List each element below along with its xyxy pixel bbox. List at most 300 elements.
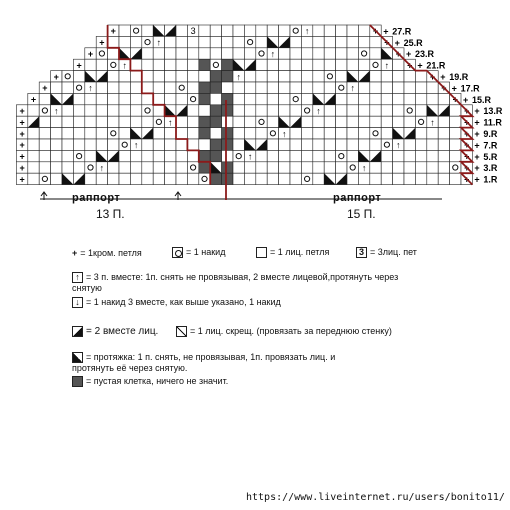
chart-cell [256, 116, 267, 127]
chart-cell [96, 128, 107, 139]
chart-cell [153, 93, 164, 104]
chart-cell [187, 48, 198, 59]
chart-cell [165, 173, 176, 184]
chart-cell [381, 105, 392, 116]
chart-cell [324, 71, 335, 82]
chart-cell [176, 59, 187, 70]
chart-cell [199, 162, 210, 173]
chart-cell [336, 36, 347, 47]
three-together-mark: ↑ [54, 106, 59, 116]
edge-stitch-mark: + [53, 71, 59, 82]
three-together-mark: ↑ [88, 83, 93, 94]
chart-cell [51, 139, 62, 150]
chart-cell [336, 162, 347, 173]
chart-cell [313, 82, 324, 93]
chart-cell [142, 25, 153, 36]
chart-cell [153, 105, 164, 116]
edge-stitch-mark: + [429, 71, 436, 82]
chart-cell [279, 59, 290, 70]
chart-cell [336, 105, 347, 116]
chart-cell [233, 173, 244, 184]
chart-cell [62, 105, 73, 116]
chart-cell [119, 150, 130, 161]
chart-cell [62, 82, 73, 93]
three-together-mark: ↑ [168, 117, 173, 128]
row-edge-mark: + [383, 26, 389, 37]
chart-cell [130, 25, 141, 36]
chart-cell [199, 173, 210, 184]
legend-knit-text: = 1 лиц. петля [270, 247, 330, 257]
chart-cell [108, 59, 119, 70]
chart-cell [393, 93, 404, 104]
row-label: 7.R [483, 140, 498, 151]
chart-cell [176, 128, 187, 139]
chart-cell [290, 150, 301, 161]
chart-cell [404, 105, 415, 116]
chart-cell [51, 162, 62, 173]
chart-cell [438, 139, 449, 150]
chart-cell [62, 162, 73, 173]
edge-stitch-mark: + [384, 37, 390, 48]
legend-down [72, 297, 402, 308]
chart-cell [279, 48, 290, 59]
row-label: 21.R [426, 60, 446, 71]
chart-cell [336, 25, 347, 36]
chart-cell [210, 105, 221, 116]
chart-cell [290, 59, 301, 70]
chart-cell [381, 128, 392, 139]
chart-cell [119, 105, 130, 116]
chart-cell [222, 25, 233, 36]
row-label: 15.R [472, 94, 492, 105]
chart-cell [142, 139, 153, 150]
chart-cell [450, 162, 461, 173]
row-label: 25.R [403, 37, 423, 48]
chart-cell [233, 116, 244, 127]
legend-down-text: = 1 накид 3 вместе, как выше указано, 1 накид [86, 297, 281, 307]
row-edge-mark: + [394, 37, 400, 48]
chart-cell [153, 162, 164, 173]
chart-cell [142, 59, 153, 70]
chart-cell [51, 128, 62, 139]
chart-cell [279, 93, 290, 104]
chart-cell [370, 82, 381, 93]
chart-cell [199, 59, 210, 70]
chart-cell [62, 71, 73, 82]
three-together-mark: ↑ [304, 26, 310, 37]
chart-cell [415, 150, 426, 161]
chart-cell [324, 82, 335, 93]
chart-cell [415, 173, 426, 184]
chart-cell [108, 105, 119, 116]
knitting-chart [0, 0, 510, 200]
chart-cell [256, 173, 267, 184]
chart-cell [301, 105, 312, 116]
chart-cell [381, 116, 392, 127]
chart-cell [427, 93, 438, 104]
chart-cell [210, 36, 221, 47]
chart-cell [381, 139, 392, 150]
chart-cell [176, 36, 187, 47]
three-together-mark: ↑ [350, 83, 355, 94]
chart-cell [96, 48, 107, 59]
chart-cell [438, 173, 449, 184]
chart-cell [393, 82, 404, 93]
row-edge-mark: + [474, 151, 480, 162]
chart-cell [142, 36, 153, 47]
row-edge-mark: + [440, 72, 446, 82]
chart-cell [438, 93, 449, 104]
edge-stitch-mark: + [372, 26, 379, 37]
chart-cell [256, 25, 267, 36]
chart-cell [85, 128, 96, 139]
chart-cell [347, 162, 358, 173]
chart-cell [96, 93, 107, 104]
chart-cell [313, 25, 324, 36]
chart-cell [301, 82, 312, 93]
chart-cell [222, 105, 233, 116]
chart-cell [142, 82, 153, 93]
chart-cell [438, 150, 449, 161]
chart-cell [165, 82, 176, 93]
row-label: 11.R [483, 117, 502, 128]
edge-stitch-mark: + [395, 49, 401, 59]
chart-cell [404, 116, 415, 127]
chart-cell [244, 116, 255, 127]
chart-cell [85, 105, 96, 116]
chart-cell [199, 48, 210, 59]
chart-cell [267, 173, 278, 184]
chart-cell [427, 128, 438, 139]
chart-cell [267, 150, 278, 161]
legend-k2tog [72, 326, 158, 337]
chart-cell [153, 128, 164, 139]
chart-cell [210, 150, 221, 161]
chart-cell [279, 105, 290, 116]
chart-cell [347, 116, 358, 127]
chart-cell [73, 150, 84, 161]
chart-cell [290, 173, 301, 184]
three-together-mark: ↑ [316, 106, 321, 116]
chart-cell [279, 150, 290, 161]
chart-cell [427, 139, 438, 150]
chart-cell [450, 150, 461, 161]
chart-cell [393, 116, 404, 127]
chart-cell [119, 139, 130, 150]
chart-cell [324, 150, 335, 161]
chart-cell [199, 36, 210, 47]
three-together-mark: ↑ [156, 37, 162, 48]
chart-cell [336, 128, 347, 139]
chart-cell [336, 116, 347, 127]
legend-k2tog-text: = 2 вместе лиц. [86, 326, 159, 338]
chart-cell [187, 82, 198, 93]
chart-cell [313, 116, 324, 127]
chart-cell [290, 48, 301, 59]
chart-cell [130, 36, 141, 47]
chart-cell [73, 116, 84, 127]
chart-cell [336, 48, 347, 59]
three-together-mark: ↑ [361, 163, 367, 173]
chart-cell [108, 93, 119, 104]
chart-cell [404, 139, 415, 150]
chart-cell [187, 59, 198, 70]
three-together-mark: ↑ [396, 140, 401, 151]
chart-cell [267, 105, 278, 116]
chart-cell [347, 59, 358, 70]
edge-stitch-mark: + [19, 106, 25, 116]
chart-cell [381, 150, 392, 161]
chart-cell [244, 105, 255, 116]
chart-cell [301, 71, 312, 82]
chart-cell [267, 59, 278, 70]
chart-cell [176, 25, 187, 36]
chart-cell [130, 105, 141, 116]
chart-cell [244, 82, 255, 93]
edge-stitch-mark: + [464, 140, 470, 151]
chart-cell [267, 139, 278, 150]
chart-cell [358, 48, 369, 59]
row-label: 9.R [483, 129, 498, 139]
chart-cell [165, 139, 176, 150]
knit-stitch-icon [256, 247, 267, 258]
chart-cell [370, 116, 381, 127]
chart-cell [199, 105, 210, 116]
edge-stitch-mark: + [464, 106, 470, 116]
chart-cell [222, 139, 233, 150]
chart-cell [153, 150, 164, 161]
edge-stitch-mark: + [99, 37, 105, 48]
three-together-mark: ↑ [282, 128, 287, 139]
chart-cell [256, 128, 267, 139]
rapport-left-count: 13 П. [96, 207, 125, 221]
chart-cell [108, 173, 119, 184]
chart-cell [51, 82, 62, 93]
empty-cell-icon [72, 376, 83, 387]
chart-cell [153, 139, 164, 150]
chart-cell [73, 71, 84, 82]
chart-cell [165, 59, 176, 70]
three-together-mark: ↑ [384, 60, 390, 71]
edge-stitch-mark: + [464, 151, 470, 162]
chart-cell [39, 139, 50, 150]
chart-cell [256, 59, 267, 70]
chart-cell [313, 173, 324, 184]
k2tog-icon [72, 326, 83, 337]
chart-cell [108, 36, 119, 47]
row-edge-mark: + [474, 163, 480, 174]
chart-cell [39, 162, 50, 173]
chart-cell [108, 48, 119, 59]
chart-cell [393, 71, 404, 82]
chart-cell [301, 116, 312, 127]
chart-cell [313, 139, 324, 150]
chart-cell [176, 139, 187, 150]
chart-cell [119, 71, 130, 82]
chart-cell [210, 139, 221, 150]
chart-cell [358, 116, 369, 127]
chart-cell [210, 82, 221, 93]
edge-stitch-mark: + [452, 94, 458, 105]
chart-cell [324, 25, 335, 36]
chart-cell [233, 150, 244, 161]
rapport-right-label: раппорт [333, 192, 382, 204]
chart-cell [358, 128, 369, 139]
chart-cell [119, 128, 130, 139]
chart-cell [404, 173, 415, 184]
chart-cell [324, 162, 335, 173]
edge-stitch-mark: + [464, 128, 470, 139]
chart-cell [290, 82, 301, 93]
chart-cell [165, 162, 176, 173]
chart-cell [358, 82, 369, 93]
chart-cell [267, 25, 278, 36]
chart-cell [381, 82, 392, 93]
row-label: 3.R [483, 163, 498, 174]
chart-cell [73, 93, 84, 104]
chart-cell [324, 128, 335, 139]
chart-cell [313, 150, 324, 161]
chart-cell [244, 71, 255, 82]
chart-cell [62, 150, 73, 161]
edge-stitch-mark: + [19, 117, 25, 128]
chart-cell [153, 173, 164, 184]
chart-cell [130, 71, 141, 82]
chart-cell [210, 128, 221, 139]
row-label: 27.R [392, 26, 412, 37]
edge-stitch-mark: + [42, 83, 48, 94]
chart-cell [39, 128, 50, 139]
chart-cell [39, 105, 50, 116]
chart-cell [142, 116, 153, 127]
chart-cell [176, 93, 187, 104]
chart-cell [347, 93, 358, 104]
chart-cell [142, 105, 153, 116]
edge-stitch-mark: + [464, 174, 470, 185]
chart-cell [404, 162, 415, 173]
chart-cell [85, 116, 96, 127]
chart-cell [28, 139, 39, 150]
chart-cell [301, 93, 312, 104]
chart-cell [108, 139, 119, 150]
chart-cell [233, 36, 244, 47]
chart-cell [199, 139, 210, 150]
chart-cell [393, 105, 404, 116]
chart-cell [85, 139, 96, 150]
chart-cell [130, 59, 141, 70]
chart-cell [358, 139, 369, 150]
chart-cell [222, 173, 233, 184]
chart-cell [187, 173, 198, 184]
chart-cell [51, 116, 62, 127]
chart-cell [415, 162, 426, 173]
chart-cell [39, 93, 50, 104]
chart-cell [450, 128, 461, 139]
row-edge-mark: + [474, 140, 480, 151]
edge-stitch-mark: + [76, 60, 82, 71]
chart-cell [313, 128, 324, 139]
chart-cell [427, 150, 438, 161]
chart-cell [96, 116, 107, 127]
chart-cell [176, 82, 187, 93]
chart-cell [187, 150, 198, 161]
chart-cell [119, 93, 130, 104]
chart-cell [199, 71, 210, 82]
chart-cell [153, 59, 164, 70]
chart-cell [415, 116, 426, 127]
chart-cell [96, 105, 107, 116]
chart-cell [51, 150, 62, 161]
chart-cell [28, 105, 39, 116]
chart-cell [73, 128, 84, 139]
chart-cell [370, 128, 381, 139]
chart-cell [222, 59, 233, 70]
chart-cell [28, 162, 39, 173]
chart-cell [244, 36, 255, 47]
chart-cell [279, 71, 290, 82]
edge-stitch-mark: + [19, 163, 25, 173]
chart-cell [438, 162, 449, 173]
chart-cell [279, 25, 290, 36]
legend-empty-text: = пустая клетка, ничего не значит. [86, 376, 229, 386]
chart-cell [96, 59, 107, 70]
chart-cell [279, 173, 290, 184]
edge-stitch-mark: + [407, 60, 413, 71]
chart-cell [222, 162, 233, 173]
edge-stitch-mark: + [19, 151, 25, 162]
row-label: 1.R [483, 174, 498, 185]
chart-cell [370, 139, 381, 150]
chart-cell [267, 116, 278, 127]
chart-cell [450, 173, 461, 184]
chart-cell [233, 82, 244, 93]
row-edge-mark: + [463, 94, 469, 105]
chart-cell [73, 162, 84, 173]
chart-cell [415, 128, 426, 139]
chart-cell [256, 71, 267, 82]
chart-cell [267, 93, 278, 104]
chart-cell [130, 82, 141, 93]
chart-cell [119, 25, 130, 36]
row-label: 13.R [483, 106, 503, 117]
three-knit-mark: 3 [190, 26, 196, 37]
chart-cell [176, 48, 187, 59]
chart-cell [336, 139, 347, 150]
chart-cell [256, 82, 267, 93]
chart-cell [370, 105, 381, 116]
chart-cell [176, 173, 187, 184]
chart-cell [199, 93, 210, 104]
edge-stitch-mark: + [110, 26, 116, 37]
chart-cell [233, 128, 244, 139]
chart-cell [290, 162, 301, 173]
chart-cell [313, 48, 324, 59]
double-decrease-icon: ↓ [72, 297, 83, 308]
chart-cell [256, 105, 267, 116]
edge-stitch-mark: + [441, 83, 447, 94]
chart-cell [222, 82, 233, 93]
chart-cell [233, 93, 244, 104]
chart-cell [210, 93, 221, 104]
chart-cell [187, 93, 198, 104]
three-together-mark: ↑ [133, 140, 139, 151]
chart-cell [96, 82, 107, 93]
three-together-icon: ↑ [72, 272, 83, 283]
chart-cell [267, 71, 278, 82]
legend-three-text: = 3лиц. пет [370, 247, 417, 257]
chart-cell [73, 82, 84, 93]
chart-cell [153, 71, 164, 82]
